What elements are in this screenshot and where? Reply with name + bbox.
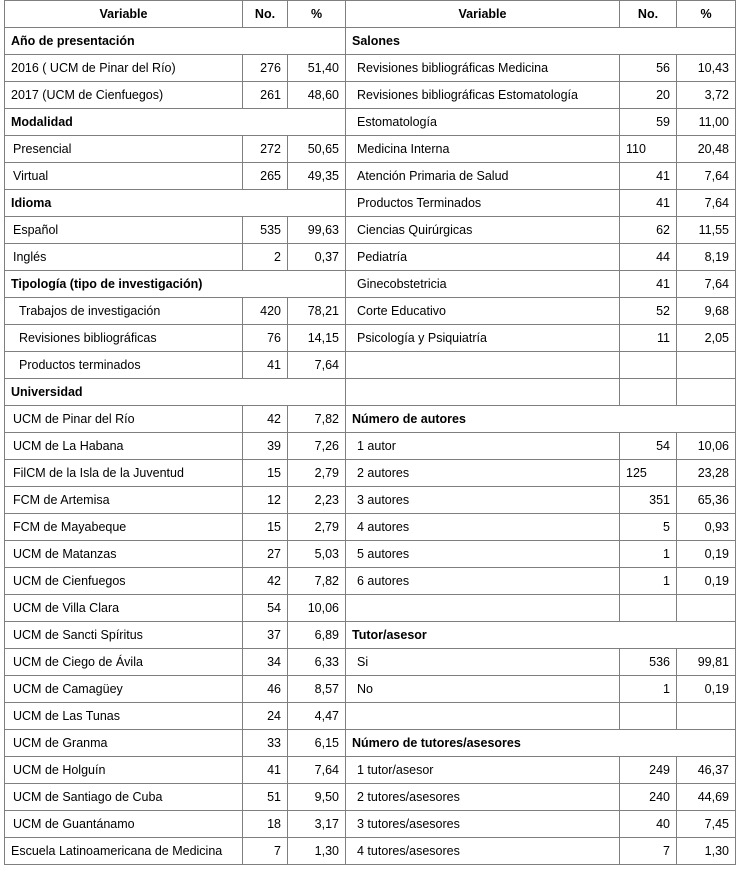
section-heading: Salones [346,28,736,55]
percent-value: 3,72 [677,82,736,109]
table-row [5,298,736,325]
percent-value: 44,69 [677,784,736,811]
count-value [620,379,677,406]
variable-label: Trabajos de investigación [5,298,243,325]
variable-label: Atención Primaria de Salud [346,163,620,190]
count-value: 41 [620,271,677,298]
variable-label: Psicología y Psiquiatría [346,325,620,352]
variable-label: Productos Terminados [346,190,620,217]
percent-value: 2,23 [288,487,346,514]
percent-value: 7,64 [677,163,736,190]
variable-label: Escuela Latinoamericana de Medicina [5,838,243,865]
variable-label: 2017 (UCM de Cienfuegos) [5,82,243,109]
percent-value: 2,79 [288,460,346,487]
percent-value: 6,33 [288,649,346,676]
count-value: 265 [243,163,288,190]
variable-label: 4 autores [346,514,620,541]
percent-value: 9,50 [288,784,346,811]
section-heading: Modalidad [5,109,346,136]
percent-value: 8,57 [288,676,346,703]
table-row [5,757,736,784]
table-row [5,811,736,838]
variable-label: Ginecobstetricia [346,271,620,298]
percent-value: 10,06 [677,433,736,460]
variable-label: 3 tutores/asesores [346,811,620,838]
table-row [5,82,736,109]
variable-label: 2 autores [346,460,620,487]
percent-value: 0,93 [677,514,736,541]
table-row [5,433,736,460]
variable-label: Ciencias Quirúrgicas [346,217,620,244]
percent-value: 6,15 [288,730,346,757]
count-value: 37 [243,622,288,649]
count-value: 59 [620,109,677,136]
table-row [5,109,736,136]
variable-label [346,595,620,622]
count-value: 7 [620,838,677,865]
table-row [5,460,736,487]
percent-value [677,379,736,406]
table-row [5,406,736,433]
percent-value: 7,64 [288,757,346,784]
variable-label: UCM de Guantánamo [5,811,243,838]
count-value: 535 [243,217,288,244]
count-value [620,352,677,379]
table-row [5,190,736,217]
variable-label: 4 tutores/asesores [346,838,620,865]
section-heading: Año de presentación [5,28,346,55]
count-value: 125 [620,460,677,487]
count-value: 52 [620,298,677,325]
count-value: 276 [243,55,288,82]
variable-label: FCM de Artemisa [5,487,243,514]
percent-value: 99,81 [677,649,736,676]
percent-value: 7,26 [288,433,346,460]
table-row [5,568,736,595]
variable-label: UCM de Sancti Spíritus [5,622,243,649]
percent-value: 1,30 [677,838,736,865]
percent-value: 7,82 [288,568,346,595]
table-row [5,136,736,163]
count-value: 41 [620,163,677,190]
table-row [5,703,736,730]
table-row [5,163,736,190]
table-row [5,55,736,82]
count-value [620,703,677,730]
variable-label: Medicina Interna [346,136,620,163]
count-value: 536 [620,649,677,676]
percent-value: 8,19 [677,244,736,271]
variable-label: Virtual [5,163,243,190]
count-value: 41 [620,190,677,217]
percent-value: 51,40 [288,55,346,82]
variable-label: Inglés [5,244,243,271]
count-value: 76 [243,325,288,352]
percent-value [677,703,736,730]
variable-label: 6 autores [346,568,620,595]
count-value: 1 [620,568,677,595]
variable-label: UCM de La Habana [5,433,243,460]
variable-label [346,379,620,406]
percent-value: 7,64 [288,352,346,379]
table-row [5,379,736,406]
percent-value: 65,36 [677,487,736,514]
count-value: 24 [243,703,288,730]
variable-label: UCM de Holguín [5,757,243,784]
table-row [5,838,736,865]
variable-label: UCM de Villa Clara [5,595,243,622]
percent-value: 0,19 [677,568,736,595]
percent-value: 10,06 [288,595,346,622]
count-value: 46 [243,676,288,703]
percent-value: 7,64 [677,190,736,217]
count-value: 33 [243,730,288,757]
percent-value: 48,60 [288,82,346,109]
count-value: 27 [243,541,288,568]
header-variable-right: Variable [346,1,620,28]
table-row [5,514,736,541]
count-value: 272 [243,136,288,163]
table-row [5,244,736,271]
percent-value: 1,30 [288,838,346,865]
variable-label: 3 autores [346,487,620,514]
percent-value: 2,79 [288,514,346,541]
percent-value: 7,64 [677,271,736,298]
variable-label: UCM de Ciego de Ávila [5,649,243,676]
percent-value: 10,43 [677,55,736,82]
percent-value: 4,47 [288,703,346,730]
variable-label: Revisiones bibliográficas Medicina [346,55,620,82]
count-value: 42 [243,568,288,595]
count-value: 11 [620,325,677,352]
header-pct-right: % [677,1,736,28]
count-value: 20 [620,82,677,109]
table-row [5,730,736,757]
table-row [5,541,736,568]
count-value: 51 [243,784,288,811]
variable-label: Revisiones bibliográficas [5,325,243,352]
variable-label: Revisiones bibliográficas Estomatología [346,82,620,109]
header-no-left: No. [243,1,288,28]
percent-value: 46,37 [677,757,736,784]
header-no-right: No. [620,1,677,28]
variable-label: 2 tutores/asesores [346,784,620,811]
count-value: 249 [620,757,677,784]
variable-label: Productos terminados [5,352,243,379]
variable-label: FCM de Mayabeque [5,514,243,541]
percent-value: 0,19 [677,541,736,568]
header-pct-left: % [288,1,346,28]
table-body [5,28,736,865]
table-row [5,28,736,55]
table-row [5,325,736,352]
percent-value: 2,05 [677,325,736,352]
percent-value: 7,82 [288,406,346,433]
table-row [5,676,736,703]
count-value: 56 [620,55,677,82]
percent-value: 7,45 [677,811,736,838]
percent-value: 23,28 [677,460,736,487]
table-row [5,271,736,298]
count-value: 1 [620,541,677,568]
variable-label: Español [5,217,243,244]
percent-value [677,352,736,379]
variable-label: UCM de Camagüey [5,676,243,703]
percent-value [677,595,736,622]
section-heading: Tipología (tipo de investigación) [5,271,346,298]
section-heading: Idioma [5,190,346,217]
count-value: 42 [243,406,288,433]
variable-label: 5 autores [346,541,620,568]
table-row [5,217,736,244]
count-value: 39 [243,433,288,460]
count-value: 44 [620,244,677,271]
percent-value: 78,21 [288,298,346,325]
variable-label [346,703,620,730]
count-value: 2 [243,244,288,271]
percent-value: 3,17 [288,811,346,838]
table-row [5,487,736,514]
percent-value: 11,00 [677,109,736,136]
variable-label: No [346,676,620,703]
count-value: 110 [620,136,677,163]
table-row [5,595,736,622]
percent-value: 5,03 [288,541,346,568]
count-value: 34 [243,649,288,676]
section-heading: Número de tutores/asesores [346,730,736,757]
table-row [5,352,736,379]
variable-label: UCM de Santiago de Cuba [5,784,243,811]
header-row [5,1,736,28]
percent-value: 20,48 [677,136,736,163]
table-row [5,622,736,649]
count-value: 5 [620,514,677,541]
percent-value: 6,89 [288,622,346,649]
count-value: 15 [243,460,288,487]
section-heading: Número de autores [346,406,736,433]
count-value: 15 [243,514,288,541]
count-value: 261 [243,82,288,109]
variable-label: Estomatología [346,109,620,136]
count-value: 40 [620,811,677,838]
count-value: 12 [243,487,288,514]
count-value [620,595,677,622]
variable-label: UCM de Pinar del Río [5,406,243,433]
count-value: 41 [243,757,288,784]
count-value: 7 [243,838,288,865]
variable-label: Si [346,649,620,676]
percent-value: 0,19 [677,676,736,703]
variable-label: UCM de Las Tunas [5,703,243,730]
variable-label: 1 tutor/asesor [346,757,620,784]
count-value: 62 [620,217,677,244]
percent-value: 9,68 [677,298,736,325]
variable-label: Presencial [5,136,243,163]
variable-label: FilCM de la Isla de la Juventud [5,460,243,487]
percent-value: 0,37 [288,244,346,271]
count-value: 351 [620,487,677,514]
count-value: 41 [243,352,288,379]
variable-label: UCM de Granma [5,730,243,757]
count-value: 54 [620,433,677,460]
section-heading: Universidad [5,379,346,406]
variable-label: UCM de Cienfuegos [5,568,243,595]
count-value: 240 [620,784,677,811]
statistics-table [4,0,736,865]
section-heading: Tutor/asesor [346,622,736,649]
count-value: 54 [243,595,288,622]
percent-value: 99,63 [288,217,346,244]
variable-label: 1 autor [346,433,620,460]
variable-label [346,352,620,379]
percent-value: 14,15 [288,325,346,352]
count-value: 1 [620,676,677,703]
count-value: 18 [243,811,288,838]
variable-label: UCM de Matanzas [5,541,243,568]
count-value: 420 [243,298,288,325]
percent-value: 11,55 [677,217,736,244]
variable-label: 2016 ( UCM de Pinar del Río) [5,55,243,82]
header-variable-left: Variable [5,1,243,28]
variable-label: Pediatría [346,244,620,271]
percent-value: 50,65 [288,136,346,163]
percent-value: 49,35 [288,163,346,190]
table-row [5,784,736,811]
table-row [5,649,736,676]
variable-label: Corte Educativo [346,298,620,325]
